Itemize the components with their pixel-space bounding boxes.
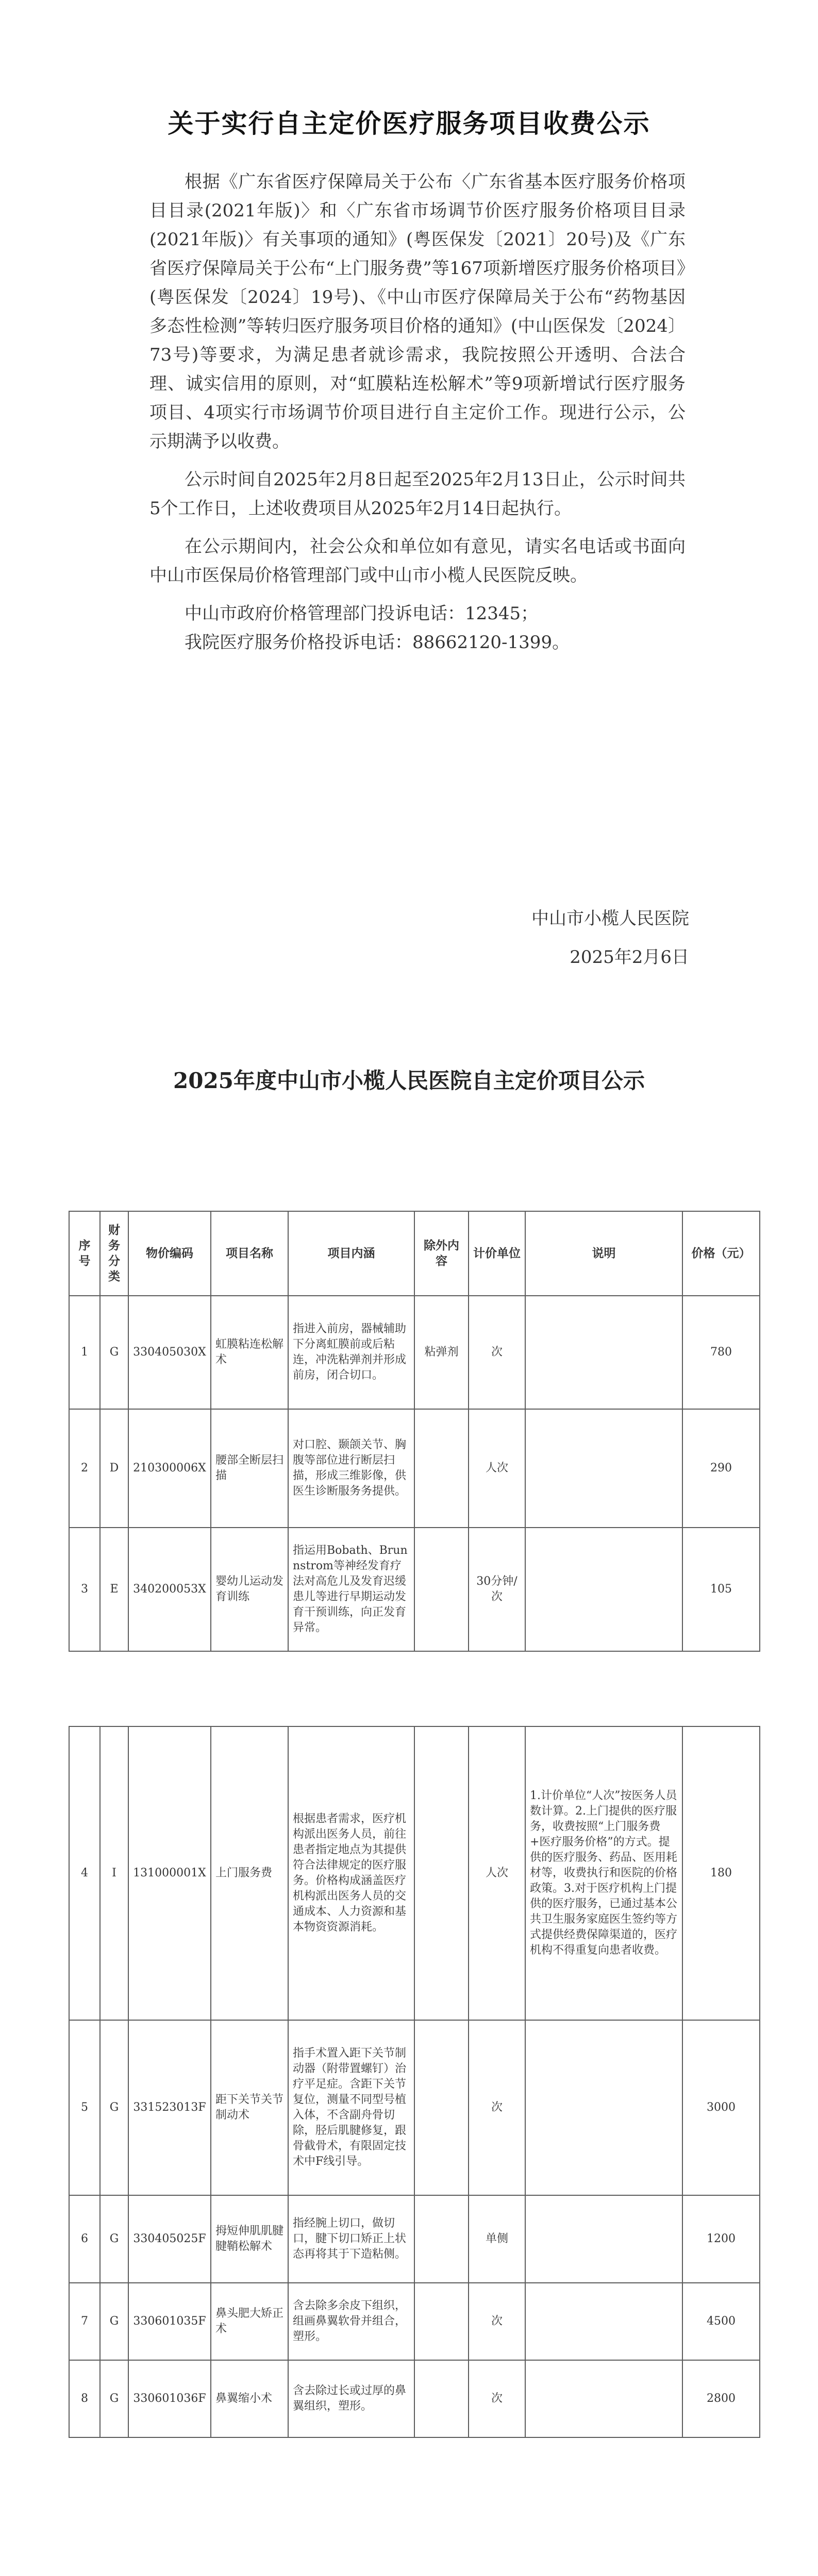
cell-exclusion <box>414 2360 469 2437</box>
cell-code: 330601036F <box>128 2360 211 2437</box>
cell-name: 腰部全断层扫描 <box>211 1409 288 1528</box>
cell-code: 131000001X <box>128 1726 211 2020</box>
cell-content: 指进入前房，器械辅助下分离虹膜前或后粘连，冲洗粘弹剂并形成前房，闭合切口。 <box>288 1296 414 1409</box>
cell-name: 虹膜粘连松解术 <box>211 1296 288 1409</box>
table-row <box>69 2283 760 2360</box>
cell-no: 3 <box>69 1528 100 1651</box>
column-header: 序号 <box>69 1211 100 1296</box>
cell-note <box>525 1296 682 1409</box>
cell-note <box>525 2283 682 2360</box>
signature-date: 2025年2月6日 <box>570 947 689 968</box>
cell-unit: 人次 <box>469 1409 525 1528</box>
cell-code: 340200053X <box>128 1528 211 1651</box>
column-header: 价格（元） <box>682 1211 760 1296</box>
table-row <box>69 1528 760 1651</box>
cell-category: G <box>100 1296 128 1409</box>
cell-no: 2 <box>69 1409 100 1528</box>
notice-paragraph: 在公示期间内，社会公众和单位如有意见，请实名电话或书面向中山市医保局价格管理部门或中山市小榄人民医院反映。 <box>149 536 686 586</box>
cell-category: I <box>100 1726 128 2020</box>
cell-category: G <box>100 2360 128 2437</box>
cell-note <box>525 1528 682 1651</box>
cell-unit: 30分钟/次 <box>469 1528 525 1651</box>
cell-note <box>525 1409 682 1528</box>
cell-no: 8 <box>69 2360 100 2437</box>
cell-no: 5 <box>69 2020 100 2195</box>
cell-no: 1 <box>69 1296 100 1409</box>
cell-name: 距下关节关节制动术 <box>211 2020 288 2195</box>
cell-content: 对口腔、颞颌关节、胸腹等部位进行断层扫描，形成三维影像，供医生诊断服务务提供。 <box>288 1409 414 1528</box>
cell-exclusion: 粘弹剂 <box>414 1296 469 1409</box>
cell-code: 330601035F <box>128 2283 211 2360</box>
cell-price: 3000 <box>682 2020 760 2195</box>
cell-price: 180 <box>682 1726 760 2020</box>
column-header: 项目名称 <box>211 1211 288 1296</box>
cell-unit: 次 <box>469 2283 525 2360</box>
cell-code: 210300006X <box>128 1409 211 1528</box>
notice-paragraph: 根据《广东省医疗保障局关于公布〈广东省基本医疗服务价格项目目录(2021年版)〉和〈广东省市场调节价医疗服务价格项目目录(2021年版)〉有关事项的通知》(粤医保发〔2021〕20号)及《广东省医疗保障局关于公布“上门服务费”等167项新增医疗服务价格项目》(粤医保发〔2024〕19号)、《中山市医疗保障局关于公布“药物基因多态性检测”等转归医疗服务项目价格的通知》(中山医保发〔2024〕73号)等要求，为满足患者就诊需求，我院按照公开透明、合法合理、诚实信用的原则，对“虹膜粘连松解术”等9项新增试行医疗服务项目、4项实行市场调节价项目进行自主定价工作。现进行公示，公示期满予以收费。 <box>149 172 686 452</box>
cell-exclusion <box>414 1409 469 1528</box>
cell-exclusion <box>414 1726 469 2020</box>
cell-exclusion <box>414 2195 469 2283</box>
cell-note: 1.计价单位“人次”按医务人员数计算。2.上门提供的医疗服务，收费按照“上门服务费+医疗服务价格”的方式。提供的医疗服务、药品、医用耗材等，收费执行和医院的价格政策。3.对于医疗机构上门提供的医疗服务，已通过基本公共卫生服务家庭医生签约等方式提供经费保障渠道的，医疗机构不得重复向患者收费。 <box>525 1726 682 2020</box>
cell-category: G <box>100 2195 128 2283</box>
table-row <box>69 1726 760 2020</box>
table-row <box>69 1296 760 1409</box>
cell-price: 780 <box>682 1296 760 1409</box>
cell-content: 指经腕上切口，做切口，腱下切口矫正上状态再将其于下造粘侧。 <box>288 2195 414 2283</box>
cell-exclusion <box>414 2020 469 2195</box>
cell-exclusion <box>414 1528 469 1651</box>
cell-unit: 次 <box>469 1296 525 1409</box>
cell-name: 鼻翼缩小术 <box>211 2360 288 2437</box>
cell-category: D <box>100 1409 128 1528</box>
cell-name: 上门服务费 <box>211 1726 288 2020</box>
table-header-row <box>69 1211 760 1296</box>
table-row <box>69 2020 760 2195</box>
cell-price: 2800 <box>682 2360 760 2437</box>
cell-note <box>525 2195 682 2283</box>
cell-code: 331523013F <box>128 2020 211 2195</box>
table-title: 2025年度中山市小榄人民医院自主定价项目公示 <box>173 1068 645 1093</box>
complaint-phone-government: 中山市政府价格管理部门投诉电话：12345； <box>185 603 539 624</box>
cell-name: 鼻头肥大矫正术 <box>211 2283 288 2360</box>
cell-name: 拇短伸肌肌腱腱鞘松解术 <box>211 2195 288 2283</box>
cell-category: E <box>100 1528 128 1651</box>
cell-unit: 次 <box>469 2020 525 2195</box>
cell-category: G <box>100 2283 128 2360</box>
cell-exclusion <box>414 2283 469 2360</box>
column-header: 物价编码 <box>128 1211 211 1296</box>
pricing-table-section-2 <box>69 1726 760 2438</box>
cell-no: 6 <box>69 2195 100 2283</box>
cell-unit: 单侧 <box>469 2195 525 2283</box>
cell-price: 4500 <box>682 2283 760 2360</box>
cell-content: 含去除过长或过厚的鼻翼组织，塑形。 <box>288 2360 414 2437</box>
cell-category: G <box>100 2020 128 2195</box>
table-row <box>69 1409 760 1528</box>
cell-price: 105 <box>682 1528 760 1651</box>
cell-price: 1200 <box>682 2195 760 2283</box>
cell-no: 4 <box>69 1726 100 2020</box>
column-header: 计价单位 <box>469 1211 525 1296</box>
notice-paragraph: 公示时间自2025年2月8日起至2025年2月13日止，公示时间共5个工作日，上述收费项目从2025年2月14日起执行。 <box>149 469 686 519</box>
column-header: 说明 <box>525 1211 682 1296</box>
complaint-phone-hospital: 我院医疗服务价格投诉电话：88662120-1399。 <box>185 632 570 653</box>
cell-code: 330405025F <box>128 2195 211 2283</box>
column-header: 除外内容 <box>414 1211 469 1296</box>
table-row <box>69 2360 760 2437</box>
cell-unit: 次 <box>469 2360 525 2437</box>
cell-note <box>525 2020 682 2195</box>
cell-unit: 人次 <box>469 1726 525 2020</box>
column-header: 项目内涵 <box>288 1211 414 1296</box>
cell-code: 330405030X <box>128 1296 211 1409</box>
cell-content: 含去除多余皮下组织，组画鼻翼软骨并组合，塑形。 <box>288 2283 414 2360</box>
cell-note <box>525 2360 682 2437</box>
column-header: 财务分类 <box>100 1211 128 1296</box>
notice-body <box>149 167 686 657</box>
notice-title: 关于实行自主定价医疗服务项目收费公示 <box>168 109 650 139</box>
cell-content: 根据患者需求，医疗机构派出医务人员，前往患者指定地点为其提供符合法律规定的医疗服务。价格构成涵盖医疗机构派出医务人员的交通成本、人力资源和基本物资资源消耗。 <box>288 1726 414 2020</box>
cell-name: 婴幼儿运动发育训练 <box>211 1528 288 1651</box>
cell-content: 指手术置入距下关节制动器（附带置螺钉）治疗平足症。含距下关节复位，测量不同型号植入体，不含副舟骨切除，胫后肌腱修复，跟骨截骨术，有限固定技术中F线引导。 <box>288 2020 414 2195</box>
cell-content: 指运用Bobath、Brunnstrom等神经发育疗法对高危儿及发育迟缓患儿等进行早期运动发育干预训练，向正发育异常。 <box>288 1528 414 1651</box>
signature-organization: 中山市小榄人民医院 <box>531 908 689 929</box>
cell-no: 7 <box>69 2283 100 2360</box>
pricing-table-section-1 <box>69 1211 760 1652</box>
cell-price: 290 <box>682 1409 760 1528</box>
table-row <box>69 2195 760 2283</box>
